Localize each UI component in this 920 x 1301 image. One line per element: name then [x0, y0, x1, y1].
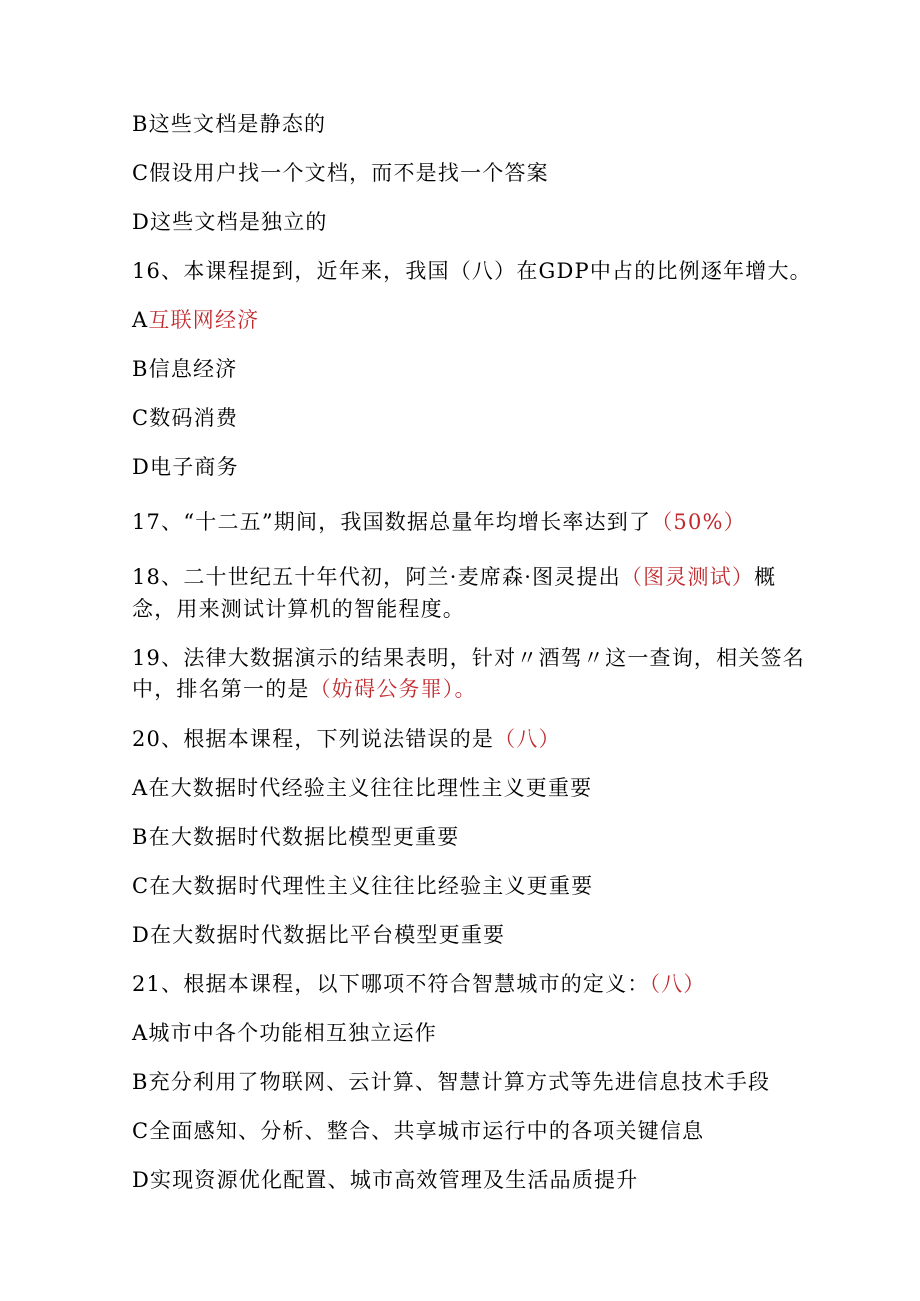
option-c-find-document: C假设用户找一个文档，而不是找一个答案: [132, 161, 549, 185]
question-19: 19、法律大数据演示的结果表明，针对〃酒驾〃这一查询，相关签名: [132, 646, 805, 670]
question-18-continued: 念，用来测试计算机的智能程度。: [132, 597, 465, 621]
question-21: 21、根据本课程，以下哪项不符合智慧城市的定义：（八）: [132, 972, 706, 996]
question-20-option-a: A在大数据时代经验主义往往比理性主义更重要: [132, 776, 593, 800]
highlighted-answer: （妨碍公务罪）。: [309, 677, 477, 701]
highlighted-answer: （八）: [494, 727, 561, 751]
question-17: 17、“十二五”期间，我国数据总量年均增长率达到了（50%）: [132, 510, 746, 534]
question-16-option-d: D电子商务: [132, 455, 239, 479]
question-19-continued: 中，排名第一的是（妨碍公务罪）。: [132, 677, 477, 701]
option-d-independent: D这些文档是独立的: [132, 210, 328, 234]
question-20-option-c: C在大数据时代理性主义往往比经验主义更重要: [132, 874, 594, 898]
option-b-static: B这些文档是静态的: [132, 112, 327, 136]
highlighted-answer: （八）: [649, 972, 706, 996]
question-21-option-a: A城市中各个功能相互独立运作: [132, 1021, 437, 1045]
highlighted-answer: （图灵测试）: [620, 565, 755, 589]
question-18: 18、二十世纪五十年代初，阿兰·麦席森·图灵提出（图灵测试）概: [132, 565, 777, 589]
question-21-option-b: B充分利用了物联网、云计算、智慧计算方式等先进信息技术手段: [132, 1070, 771, 1094]
question-20-option-b: B在大数据时代数据比模型更重要: [132, 825, 460, 849]
question-20: 20、根据本课程，下列说法错误的是（八）: [132, 727, 561, 751]
highlighted-answer: 互联网经济: [148, 308, 260, 332]
question-16-option-a-answer: A互联网经济: [132, 308, 260, 332]
question-21-option-c: C全面感知、分析、整合、共享城市运行中的各项关键信息: [132, 1119, 705, 1143]
question-16-option-c: C数码消费: [132, 406, 239, 430]
question-16-option-b: B信息经济: [132, 357, 238, 381]
question-16: 16、本课程提到，近年来，我国（八）在GDP中占的比例逐年增大。: [132, 259, 812, 283]
question-20-option-d: D在大数据时代数据比平台模型更重要: [132, 923, 506, 947]
question-21-option-d: D实现资源优化配置、城市高效管理及生活品质提升: [132, 1168, 639, 1192]
highlighted-answer: （50%）: [651, 510, 746, 534]
